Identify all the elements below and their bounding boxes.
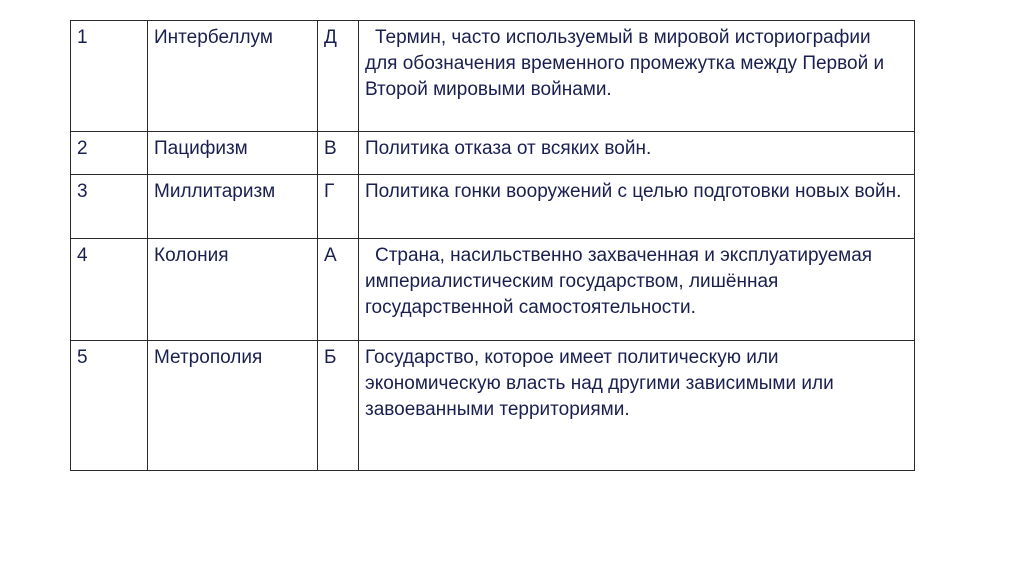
definition: Политика отказа от всяких войн.	[359, 132, 915, 175]
answer-letter: В	[318, 132, 359, 175]
answer-letter: Б	[318, 341, 359, 471]
terms-table	[70, 20, 915, 471]
term: Миллитаризм	[148, 175, 318, 239]
answer-letter: Г	[318, 175, 359, 239]
row-number: 5	[71, 341, 148, 471]
table-row	[71, 341, 915, 471]
term: Колония	[148, 239, 318, 341]
definition: Страна, насильственно захваченная и эксплуатируемая империалистическим государством, лишённая государственной самостоятельности.	[359, 239, 915, 341]
table-row	[71, 175, 915, 239]
definition: Политика гонки вооружений с целью подготовки новых войн.	[359, 175, 915, 239]
term: Метрополия	[148, 341, 318, 471]
definition: Государство, которое имеет политическую или экономическую власть над другими зависимыми или завоеванными территориями.	[359, 341, 915, 471]
term: Пацифизм	[148, 132, 318, 175]
term: Интербеллум	[148, 21, 318, 132]
table-row	[71, 21, 915, 132]
row-number: 2	[71, 132, 148, 175]
row-number: 4	[71, 239, 148, 341]
row-number: 1	[71, 21, 148, 132]
table-row	[71, 239, 915, 341]
table-row	[71, 132, 915, 175]
row-number: 3	[71, 175, 148, 239]
answer-letter: А	[318, 239, 359, 341]
definition: Термин, часто используемый в мировой историографии для обозначения временного промежутка между Первой и Второй мировыми войнами.	[359, 21, 915, 132]
answer-letter: Д	[318, 21, 359, 132]
